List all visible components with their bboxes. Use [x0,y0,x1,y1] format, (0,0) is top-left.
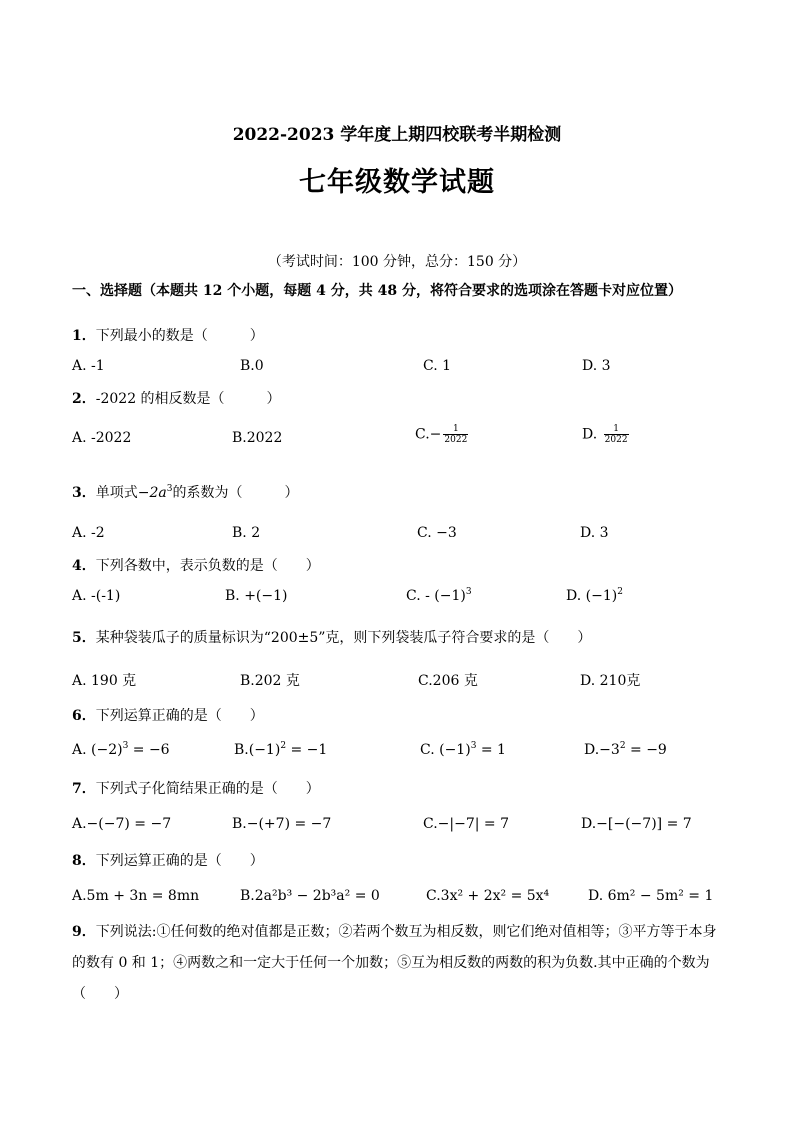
question-1 [72,325,264,345]
option-d [582,424,629,445]
exponent: 2 [617,587,623,597]
question-number: 9． [72,924,96,940]
exam-title: 2022-2023 学年度上期四校联考半期检测 [232,125,562,145]
question-6 [72,705,264,725]
question-number: 1． [72,328,96,344]
question-number: 3． [72,485,96,501]
question-stem: 下列各数中，表示负数的是（ ） [95,558,320,574]
option-c: C. 1 [423,358,452,374]
question-stem: 下列式子化简结果正确的是（ ） [95,781,320,797]
option-d: D. 6m² − 5m² = 1 [588,888,714,904]
option-b: B.−(+7) = −7 [232,816,332,832]
option-b: B.0 [240,358,264,374]
question-4 [72,555,320,575]
option-a: A. -2 [72,525,105,541]
fraction-numerator: 1 [443,424,468,435]
option-b: B.2a²b³ − 2b³a² = 0 [240,888,380,904]
question-7 [72,778,320,798]
fraction [443,424,468,445]
option-d [566,588,623,604]
option-a: A.5m + 3n = 8mn [72,888,200,904]
option-b-label: B.(−1) [234,742,281,758]
option-b: B. +(−1) [225,588,288,604]
math-expression: −2a [137,485,167,501]
option-d-label: D. [582,426,602,443]
option-a [72,742,170,758]
exponent: 3 [122,741,129,751]
option-b: B.2022 [232,430,283,446]
fraction-numerator: 1 [604,424,629,435]
option-d [584,742,667,758]
exam-info: （考试时间：100 分钟，总分：150 分） [267,254,527,270]
option-d-label: D.−3 [584,742,620,758]
option-c: C.206 克 [418,673,478,689]
question-number: 8． [72,853,96,869]
option-d: D. 3 [582,358,611,374]
exponent: 3 [166,484,173,494]
option-a: A. -1 [72,358,105,374]
option-d-result: = −9 [630,742,667,758]
question-stem: 下列运算正确的是（ ） [95,853,264,869]
question-stem-tail: 的系数为（ ） [172,485,299,501]
option-a-result: = −6 [132,742,170,758]
question-stem: 某种袋装瓜子的质量标识为“200±5”克，则下列袋装瓜子符合要求的是（ ） [95,630,592,646]
option-a: A. -2022 [72,430,132,446]
option-c-label: C.− [415,426,442,443]
question-number: 5． [72,630,96,646]
option-c-label: C. - (−1) [406,588,466,604]
question-8 [72,850,264,870]
option-a: A. -(-1) [72,588,121,604]
option-d: D. 3 [580,525,609,541]
option-d-label: D. (−1) [566,588,618,604]
option-d: D.−[−(−7)] = 7 [581,816,692,832]
option-b [234,742,327,758]
question-2 [72,388,281,408]
question-stem: 下列最小的数是（ ） [95,328,264,344]
question-stem: 下列运算正确的是（ ） [95,708,264,724]
option-d: D. 210克 [580,673,641,689]
exponent: 2 [619,741,626,751]
option-c-result: = 1 [480,742,506,758]
option-c: C.−|−7| = 7 [423,816,510,832]
option-b: B. 2 [232,525,261,541]
exponent: 3 [465,587,472,597]
question-number: 7． [72,781,96,797]
question-9 [72,917,724,1010]
exam-subtitle: 七年级数学试题 [299,167,495,198]
option-c [420,742,506,758]
option-b: B.202 克 [240,673,300,689]
question-stem: 下列说法:①任何数的绝对值都是正数；②若两个数互为相反数，则它们绝对值相等；③平方等于本身的数有 0 和 1；④两数之和一定大于任何一个加数；⑤互为相反数的两数的积为负数.其中正确的个数为（ ） [72,924,717,1002]
option-a-label: A. (−2) [72,742,123,758]
fraction-denominator: 2022 [444,435,468,445]
option-a: A. 190 克 [72,673,137,689]
exponent: 3 [470,741,477,751]
question-5 [72,627,591,647]
question-3 [72,482,298,502]
option-c: C. −3 [417,525,457,541]
option-b-result: = −1 [290,742,328,758]
section-heading: 一、选择题（本题共 12 个小题，每题 4 分，共 48 分，将符合要求的选项涂在答题卡对应位置） [72,283,682,299]
fraction [604,424,629,445]
fraction-denominator: 2022 [604,435,628,445]
option-c [406,588,472,604]
option-c-label: C. (−1) [420,742,471,758]
question-stem: 单项式 [95,485,138,501]
option-c [415,424,468,445]
question-number: 2． [72,391,96,407]
question-number: 6． [72,708,96,724]
question-stem: -2022 的相反数是（ ） [95,391,281,407]
option-a: A.−(−7) = −7 [72,816,172,832]
exponent: 2 [280,741,287,751]
option-c: C.3x² + 2x² = 5x⁴ [426,888,550,904]
question-number: 4． [72,558,96,574]
